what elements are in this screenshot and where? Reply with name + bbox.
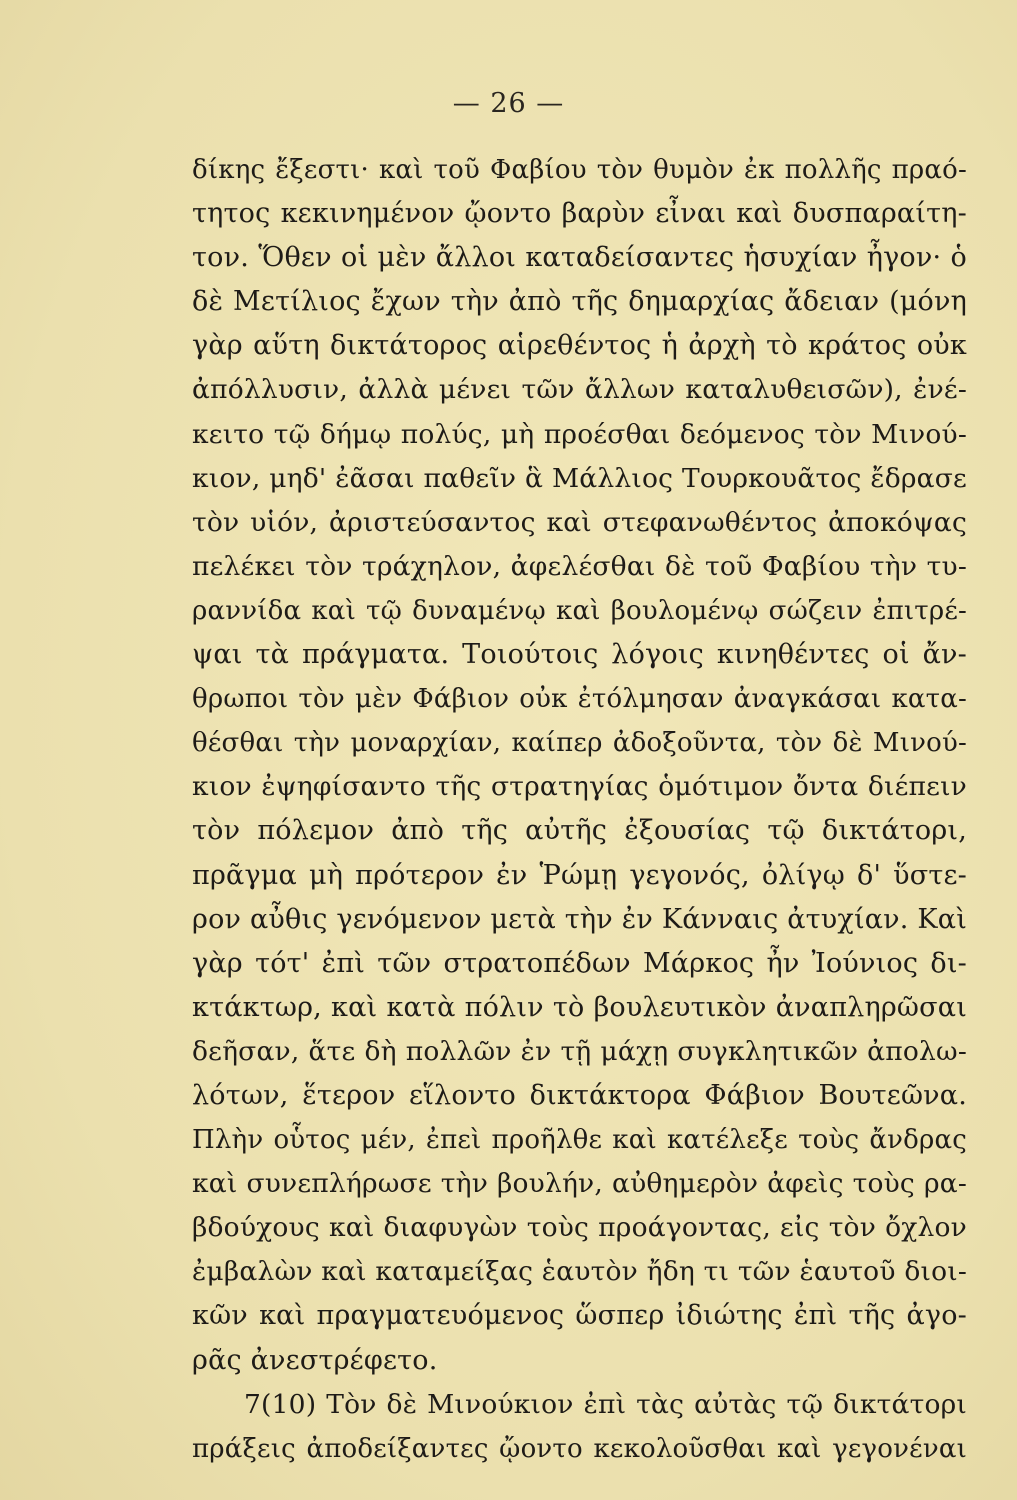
text-line: δίκης ἔξεστι· καὶ τοῦ Φαβίου τὸν θυμὸν ἐκ πολλῆς πραό- [192,155,967,185]
text-line: θέσθαι τὴν μοναρχίαν, καίπερ ἀδοξοῦντα, τὸν δὲ Μινού- [192,728,967,759]
text-line: δεῆσαν, ἅτε δὴ πολλῶν ἐν τῇ μάχῃ συγκλητικῶν ἀπολω- [192,1035,967,1067]
text-line: ἐμβαλὼν καὶ καταμείξας ἑαυτὸν ἤδη τι τῶν ἑαυτοῦ διοι- [192,1256,967,1288]
text-line: δὲ Μετίλιος ἔχων τὴν ἀπὸ τῆς δημαρχίας ἄδειαν (μόνη [192,286,967,318]
text-line: λότων, ἕτερον εἵλοντο δικτάκτορα Φάβιον Βουτεῶνα. [192,1079,967,1111]
text-line: τὸν πόλεμον ἀπὸ τῆς αὐτῆς ἐξουσίας τῷ δικτάτορι, [192,815,967,847]
section-start-line: 7(10) Τὸν δὲ Μινούκιον ἐπὶ τὰς αὐτὰς τῷ δικτάτορι [244,1388,967,1420]
text-line: γὰρ αὕτη δικτάτορος αἱρεθέντος ἡ ἀρχὴ τὸ κράτος οὐκ [192,330,967,362]
text-line: κειτο τῷ δήμῳ πολύς, μὴ προέσθαι δεόμενος τὸν Μινού- [192,418,967,450]
text-line: τητος κεκινημένον ᾤοντο βαρὺν εἶναι καὶ δυσπαραίτη- [192,198,967,230]
text-line: ραννίδα καὶ τῷ δυναμένῳ καὶ βουλομένῳ σώζειν ἐπιτρέ- [192,595,967,626]
text-line: ρον αὖθις γενόμενον μετὰ τὴν ἐν Κάνναις ἀτυχίαν. Καὶ [192,903,967,935]
text-line: τον. Ὅθεν οἱ μὲν ἄλλοι καταδείσαντες ἡσυχίαν ἦγον· ὁ [192,242,967,274]
text-line: κιον, μηδ' ἐᾶσαι παθεῖν ἃ Μάλλιος Τουρκουᾶτος ἔδρασε [192,462,967,494]
page-number: — 26 — [452,88,565,119]
text-line: κιον ἐψηφίσαντο τῆς στρατηγίας ὁμότιμον ὄντα διέπειν [192,771,967,803]
text-line: τὸν υἱόν, ἀριστεύσαντος καὶ στεφανωθέντος ἀποκόψας [192,506,967,538]
paragraph-end-line: ρᾶς ἀνεστρέφετο. [192,1344,438,1376]
text-line: πρᾶγμα μὴ πρότερον ἐν Ῥώμῃ γεγονός, ὀλίγῳ δ' ὕστε- [192,859,967,891]
text-line: κτάκτωρ, καὶ κατὰ πόλιν τὸ βουλευτικὸν ἀναπληρῶσαι [192,991,967,1023]
text-line: ἀπόλλυσιν, ἀλλὰ μένει τῶν ἄλλων καταλυθεισῶν), ἐνέ- [192,374,967,406]
text-line: γὰρ τότ' ἐπὶ τῶν στρατοπέδων Μάρκος ἦν Ἰούνιος δι- [192,947,967,979]
text-line: κῶν καὶ πραγματευόμενος ὥσπερ ἰδιώτης ἐπὶ τῆς ἀγο- [192,1300,967,1332]
body-text [192,148,967,1471]
text-line: πελέκει τὸν τράχηλον, ἀφελέσθαι δὲ τοῦ Φαβίου τὴν τυ- [192,550,967,582]
text-line: θρωποι τὸν μὲν Φάβιον οὐκ ἐτόλμησαν ἀναγκάσαι κατα- [192,684,967,715]
text-line: βδούχους καὶ διαφυγὼν τοὺς προάγοντας, εἰς τὸν ὄχλον [192,1212,967,1244]
text-line: πράξεις ἀποδείξαντες ᾤοντο κεκολοῦσθαι καὶ γεγονέναι [192,1433,967,1464]
text-line: Πλὴν οὗτος μέν, ἐπεὶ προῆλθε καὶ κατέλεξε τοὺς ἄνδρας [192,1125,967,1156]
text-line: ψαι τὰ πράγματα. Τοιούτοις λόγοις κινηθέντες οἱ ἄν- [192,639,967,671]
text-line: καὶ συνεπλήρωσε τὴν βουλήν, αὐθημερὸν ἀφεὶς τοὺς ρα- [192,1168,967,1200]
